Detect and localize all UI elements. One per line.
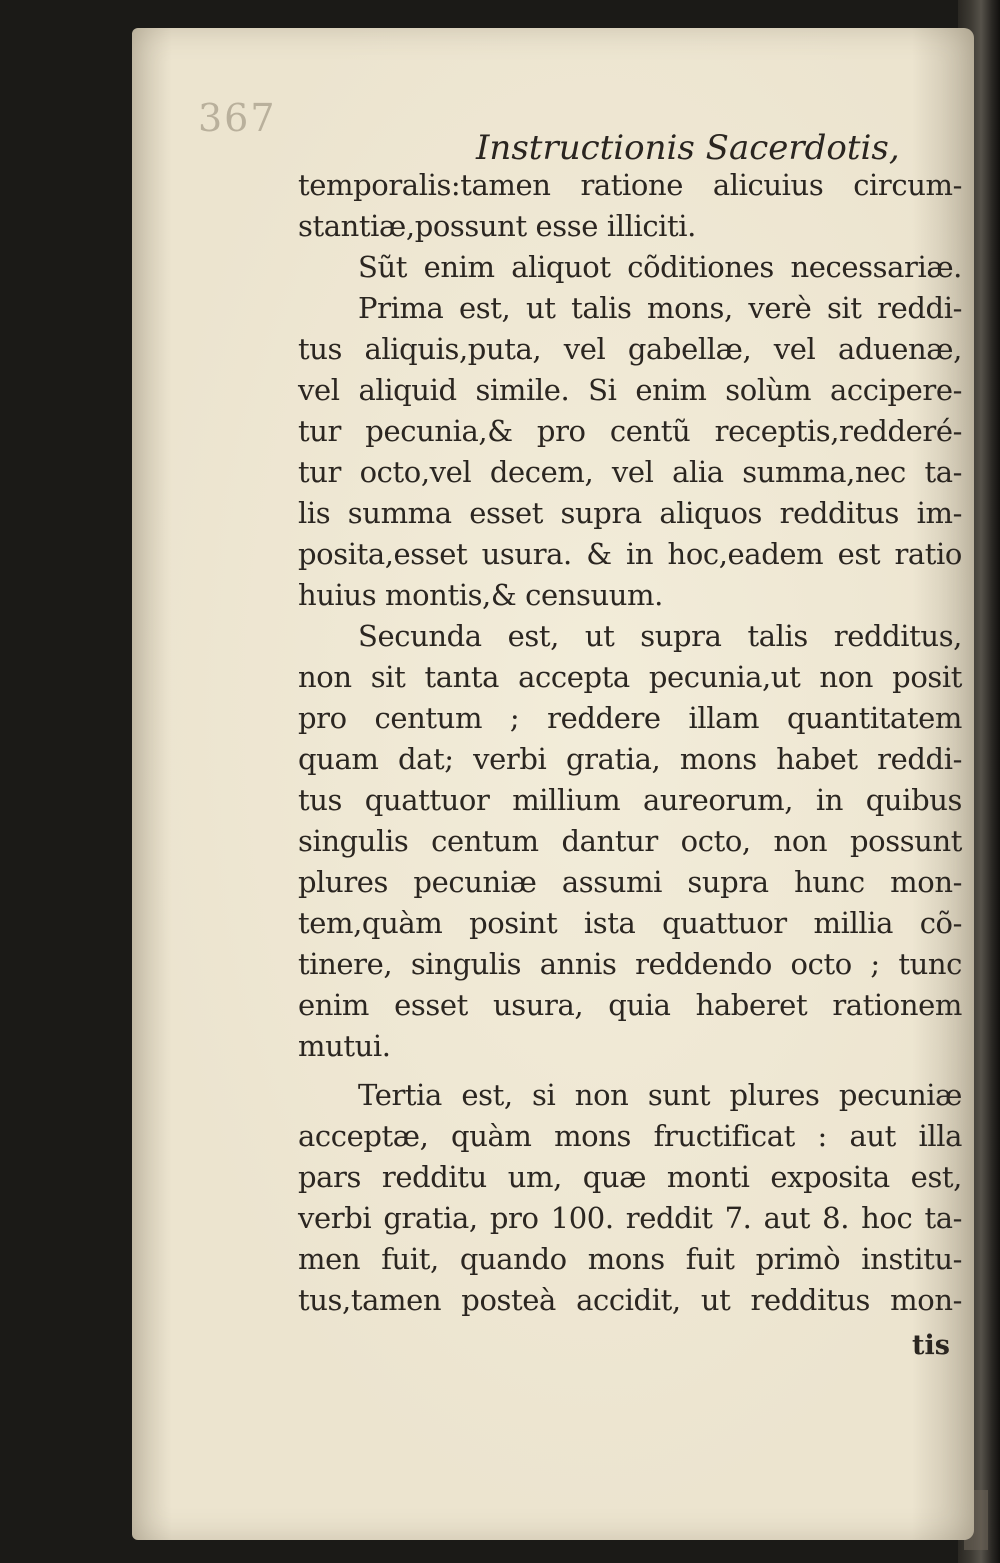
text-line: Sũt enim aliquot cõditiones necessariæ. bbox=[358, 250, 962, 284]
text-line: lis summa esset supra aliquos redditus im- bbox=[298, 496, 962, 530]
text-line: Prima est, ut talis mons, verè sit reddi- bbox=[358, 291, 962, 325]
text-line: tus,tamen posteà accidit, ut redditus mon- bbox=[298, 1283, 962, 1317]
text-line: tinere, singulis annis reddendo octo ; tunc bbox=[298, 947, 962, 981]
text-line: posita,esset usura. & in hoc,eadem est ratio bbox=[298, 537, 962, 571]
text-line: pro centum ; reddere illam quantitatem bbox=[298, 701, 962, 735]
text-line: quam dat; verbi gratia, mons habet reddi- bbox=[298, 742, 962, 776]
running-head: Instructionis Sacerdotis, bbox=[476, 128, 900, 168]
text-line: Secunda est, ut supra talis redditus, bbox=[358, 619, 962, 653]
text-line: plures pecuniæ assumi supra hunc mon- bbox=[298, 865, 962, 899]
text-line: temporalis:tamen ratione alicuius circum- bbox=[298, 168, 962, 202]
text-line: tus quattuor millium aureorum, in quibus bbox=[298, 783, 962, 817]
catchword: tis bbox=[912, 1330, 950, 1361]
text-line: acceptæ, quàm mons fructificat : aut illa bbox=[298, 1119, 962, 1153]
text-line: enim esset usura, quia haberet rationem bbox=[298, 988, 962, 1022]
text-line: tur octo,vel decem, vel alia summa,nec ta- bbox=[298, 455, 962, 489]
body-text bbox=[298, 165, 962, 1321]
text-line: tur pecunia,& pro centũ receptis,redderé- bbox=[298, 414, 962, 448]
text-line: men fuit, quando mons fuit primò institu- bbox=[298, 1242, 962, 1276]
page-number: 367 bbox=[198, 96, 277, 140]
text-line: verbi gratia, pro 100. reddit 7. aut 8. hoc ta- bbox=[298, 1201, 962, 1235]
text-line: tus aliquis,puta, vel gabellæ, vel aduenæ, bbox=[298, 332, 962, 366]
text-line: pars redditu um, quæ monti exposita est, bbox=[298, 1160, 962, 1194]
text-line: Tertia est, si non sunt plures pecuniæ bbox=[358, 1078, 962, 1112]
text-line: huius montis,& censuum. bbox=[298, 578, 663, 612]
text-line: vel aliquid simile. Si enim solùm accipere- bbox=[298, 373, 962, 407]
text-line: singulis centum dantur octo, non possunt bbox=[298, 824, 962, 858]
text-line: mutui. bbox=[298, 1029, 391, 1063]
text-line: stantiæ,possunt esse illiciti. bbox=[298, 209, 696, 243]
text-line: tem,quàm posint ista quattuor millia cõ- bbox=[298, 906, 962, 940]
text-line: non sit tanta accepta pecunia,ut non posit bbox=[298, 660, 962, 694]
